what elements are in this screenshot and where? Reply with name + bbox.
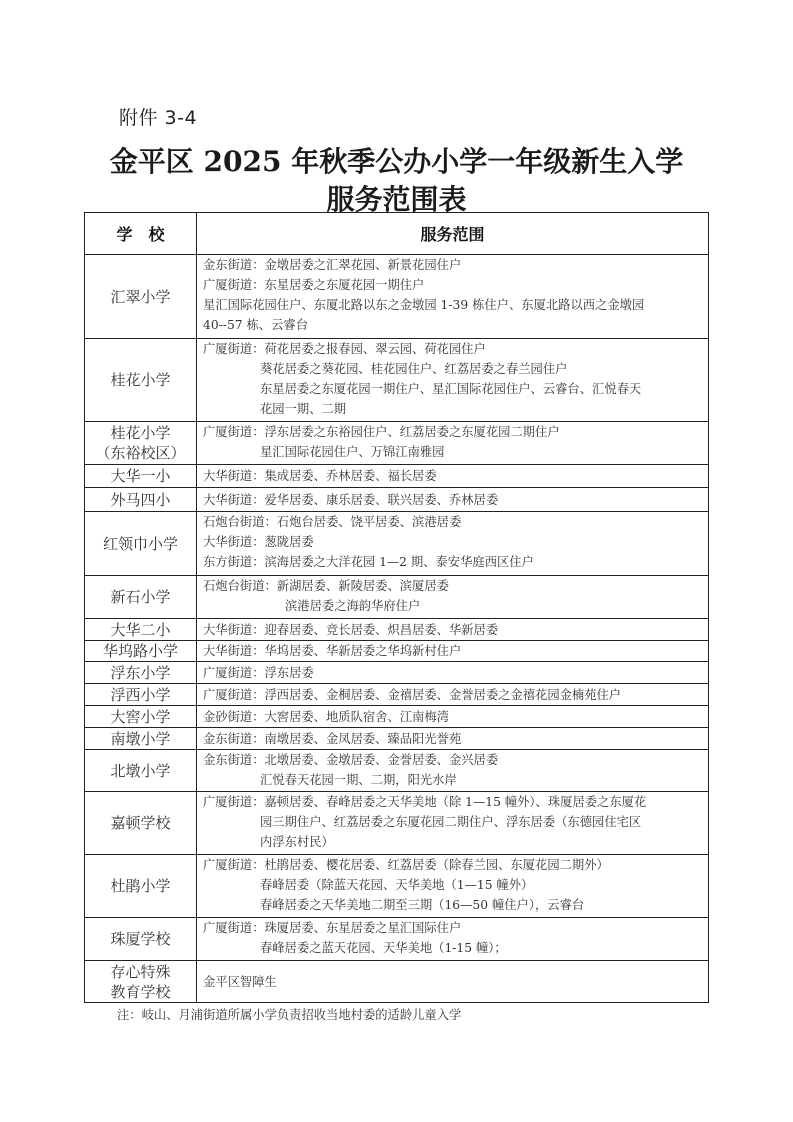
scope-line: 大华街道：爱华居委、康乐居委、联兴居委、乔林居委 xyxy=(203,492,499,507)
table-row xyxy=(85,641,709,662)
school-name: 南墩小学 xyxy=(110,729,171,748)
table-row xyxy=(85,339,709,422)
service-scope-cell xyxy=(197,961,709,1003)
school-name: 珠厦学校 xyxy=(110,930,171,948)
school-name-cell xyxy=(85,422,197,465)
scope-line: 金东街道：南墩居委、金凤居委、臻品阳光誉苑 xyxy=(203,731,462,746)
scope-line: 春峰居委之天华美地二期至三期（16—50 幢住户），云睿台 xyxy=(260,898,585,912)
table-row xyxy=(85,619,709,641)
school-name: 浮西小学 xyxy=(110,685,171,704)
header-school: 学 校 xyxy=(85,213,197,255)
table-row xyxy=(85,855,709,918)
table-row xyxy=(85,706,709,728)
scope-line: 金砂街道：大窖居委、地质队宿舍、江南梅湾 xyxy=(203,709,449,724)
scope-line: 东方街道：滨海居委之大洋花园 1—2 期、泰安华庭西区住户 xyxy=(203,555,534,569)
school-name-cell xyxy=(85,728,197,750)
service-scope-cell xyxy=(197,918,709,961)
scope-line: 春峰居委（除蓝天花园、天华美地（1—15 幢外） xyxy=(260,878,534,892)
service-scope-cell xyxy=(197,422,709,465)
school-name-cell xyxy=(85,855,197,918)
table-row xyxy=(85,961,709,1003)
school-name: 杜鹃小学 xyxy=(110,877,171,895)
scope-line: 大华街道：集成居委、乔林居委、福长居委 xyxy=(203,469,437,483)
table-row xyxy=(85,255,709,339)
school-name: 大华二小 xyxy=(110,620,171,639)
table-row xyxy=(85,662,709,684)
scope-line: 广厦街道：嘉顿居委、春峰居委之天华美地（除 1—15 幢外）、珠厦居委之东厦花 xyxy=(203,795,647,809)
scope-line: 大华街道：华坞居委、华新居委之华坞新村住户 xyxy=(203,644,462,658)
school-name: 汇翠小学 xyxy=(110,287,171,306)
school-name-cell xyxy=(85,465,197,488)
school-name: 外马四小 xyxy=(110,490,171,509)
service-scope-cell xyxy=(197,619,709,641)
service-scope-cell xyxy=(197,662,709,684)
school-name-cell xyxy=(85,255,197,339)
document-title: 金平区 2025 年秋季公办小学一年级新生入学 xyxy=(109,145,684,178)
table-row xyxy=(85,465,709,488)
scope-line: 广厦街道：浮东居委 xyxy=(203,665,314,680)
school-name-cell xyxy=(85,488,197,512)
service-scope-cell xyxy=(197,255,709,339)
school-name-cell xyxy=(85,684,197,706)
table-row xyxy=(85,512,709,576)
scope-line: 滨港居委之海韵华府住户 xyxy=(285,599,421,613)
scope-line: 广厦街道：荷花居委之报春园、翠云园、荷花园住户 xyxy=(203,342,486,356)
school-name-cell xyxy=(85,641,197,662)
school-name: 教育学校 xyxy=(110,982,171,1001)
school-name: 桂花小学 xyxy=(110,371,171,389)
scope-line: 葵花居委之葵花园、桂花园住户、红荔居委之春兰园住户 xyxy=(260,362,568,376)
scope-line: 星汇国际花园住户、万锦江南雅园 xyxy=(260,445,445,459)
scope-line: 花园一期、二期 xyxy=(260,402,347,416)
service-scope-cell xyxy=(197,576,709,619)
scope-line: 广厦街道：珠厦居委、东星居委之星汇国际住户 xyxy=(203,921,462,935)
service-scope-cell xyxy=(197,684,709,706)
service-scope-cell xyxy=(197,488,709,512)
scope-line: 星汇国际花园住户、东厦北路以东之金墩园 1-39 栋住户、东厦北路以西之金墩园 xyxy=(203,298,645,312)
school-name: 桂花小学 xyxy=(110,424,171,442)
scope-line: 广厦街道：浮西居委、金桐居委、金禧居委、金誉居委之金禧花园金楠苑住户 xyxy=(203,687,622,702)
table-row xyxy=(85,488,709,512)
school-name: 大窖小学 xyxy=(110,707,171,726)
service-scope-cell xyxy=(197,339,709,422)
school-name-cell xyxy=(85,750,197,792)
service-scope-cell xyxy=(197,706,709,728)
school-name: 北墩小学 xyxy=(110,761,171,780)
school-name: 红领巾小学 xyxy=(102,534,178,553)
school-name-cell xyxy=(85,576,197,619)
scope-line: 金平区智障生 xyxy=(203,974,277,989)
scope-line: 广厦街道：东星居委之东厦花园一期住户 xyxy=(203,278,425,292)
scope-line: 大华街道：葱陇居委 xyxy=(203,535,314,549)
service-scope-cell xyxy=(197,512,709,576)
school-name: （东裕校区） xyxy=(95,444,186,462)
table-row xyxy=(85,422,709,465)
scope-line: 大华街道：迎春居委、竞长居委、炽昌居委、华新居委 xyxy=(203,622,499,637)
document-subtitle: 服务范围表 xyxy=(326,183,467,216)
scope-line: 广厦街道：杜鹃居委、樱花居委、红荔居委（除春兰园、东厦花园二期外） xyxy=(203,858,609,872)
school-name: 嘉顿学校 xyxy=(110,814,171,832)
table-row xyxy=(85,750,709,792)
scope-line: 广厦街道：浮东居委之东裕园住户、红荔居委之东厦花园二期住户 xyxy=(203,425,560,439)
scope-line: 园三期住户、红荔居委之东厦花园二期住户、浮东居委（东德园住宅区 xyxy=(260,815,642,829)
service-scope-cell xyxy=(197,641,709,662)
school-name-cell xyxy=(85,339,197,422)
school-name: 华坞路小学 xyxy=(102,642,178,660)
service-scope-cell xyxy=(197,728,709,750)
school-name: 新石小学 xyxy=(110,588,171,606)
school-name-cell xyxy=(85,619,197,641)
school-name: 浮东小学 xyxy=(110,663,171,682)
school-name-cell xyxy=(85,918,197,961)
table-row xyxy=(85,728,709,750)
table-row xyxy=(85,684,709,706)
scope-line: 东星居委之东厦花园一期住户、星汇国际花园住户、云睿台、汇悦春天 xyxy=(260,382,642,396)
table-header-row xyxy=(85,213,709,255)
service-scope-table xyxy=(84,212,709,1003)
attachment-label: 附件 3-4 xyxy=(119,107,198,129)
service-scope-cell xyxy=(197,792,709,855)
service-scope-cell xyxy=(197,465,709,488)
scope-line: 内浮东村民） xyxy=(260,835,334,849)
table-row xyxy=(85,576,709,619)
school-name-cell xyxy=(85,706,197,728)
service-scope-cell xyxy=(197,855,709,918)
scope-line: 汇悦春天花园一期、二期，阳光水岸 xyxy=(260,773,457,787)
school-name-cell xyxy=(85,792,197,855)
school-name-cell xyxy=(85,961,197,1003)
school-name: 大华一小 xyxy=(110,467,171,485)
scope-line: 石炮台街道：新湖居委、新陵居委、滨厦居委 xyxy=(203,579,449,593)
footnote: 注：岐山、月浦街道所属小学负责招收当地村委的适龄儿童入学 xyxy=(117,1008,462,1022)
table-row xyxy=(85,792,709,855)
service-scope-cell xyxy=(197,750,709,792)
school-name: 存心特殊 xyxy=(110,962,171,981)
scope-line: 春峰居委之蓝天花园、天华美地（1-15 幢）； xyxy=(260,941,507,955)
table-row xyxy=(85,918,709,961)
scope-line: 金东街道：金墩居委之汇翠花园、新景花园住户 xyxy=(203,258,462,272)
scope-line: 石炮台街道：石炮台居委、饶平居委、滨港居委 xyxy=(203,515,462,529)
school-name-cell xyxy=(85,512,197,576)
school-name-cell xyxy=(85,662,197,684)
header-scope: 服务范围 xyxy=(197,213,709,255)
scope-line: 40--57 栋、云睿台 xyxy=(203,318,308,332)
scope-line: 金东街道：北墩居委、金墩居委、金誉居委、金兴居委 xyxy=(203,753,499,767)
